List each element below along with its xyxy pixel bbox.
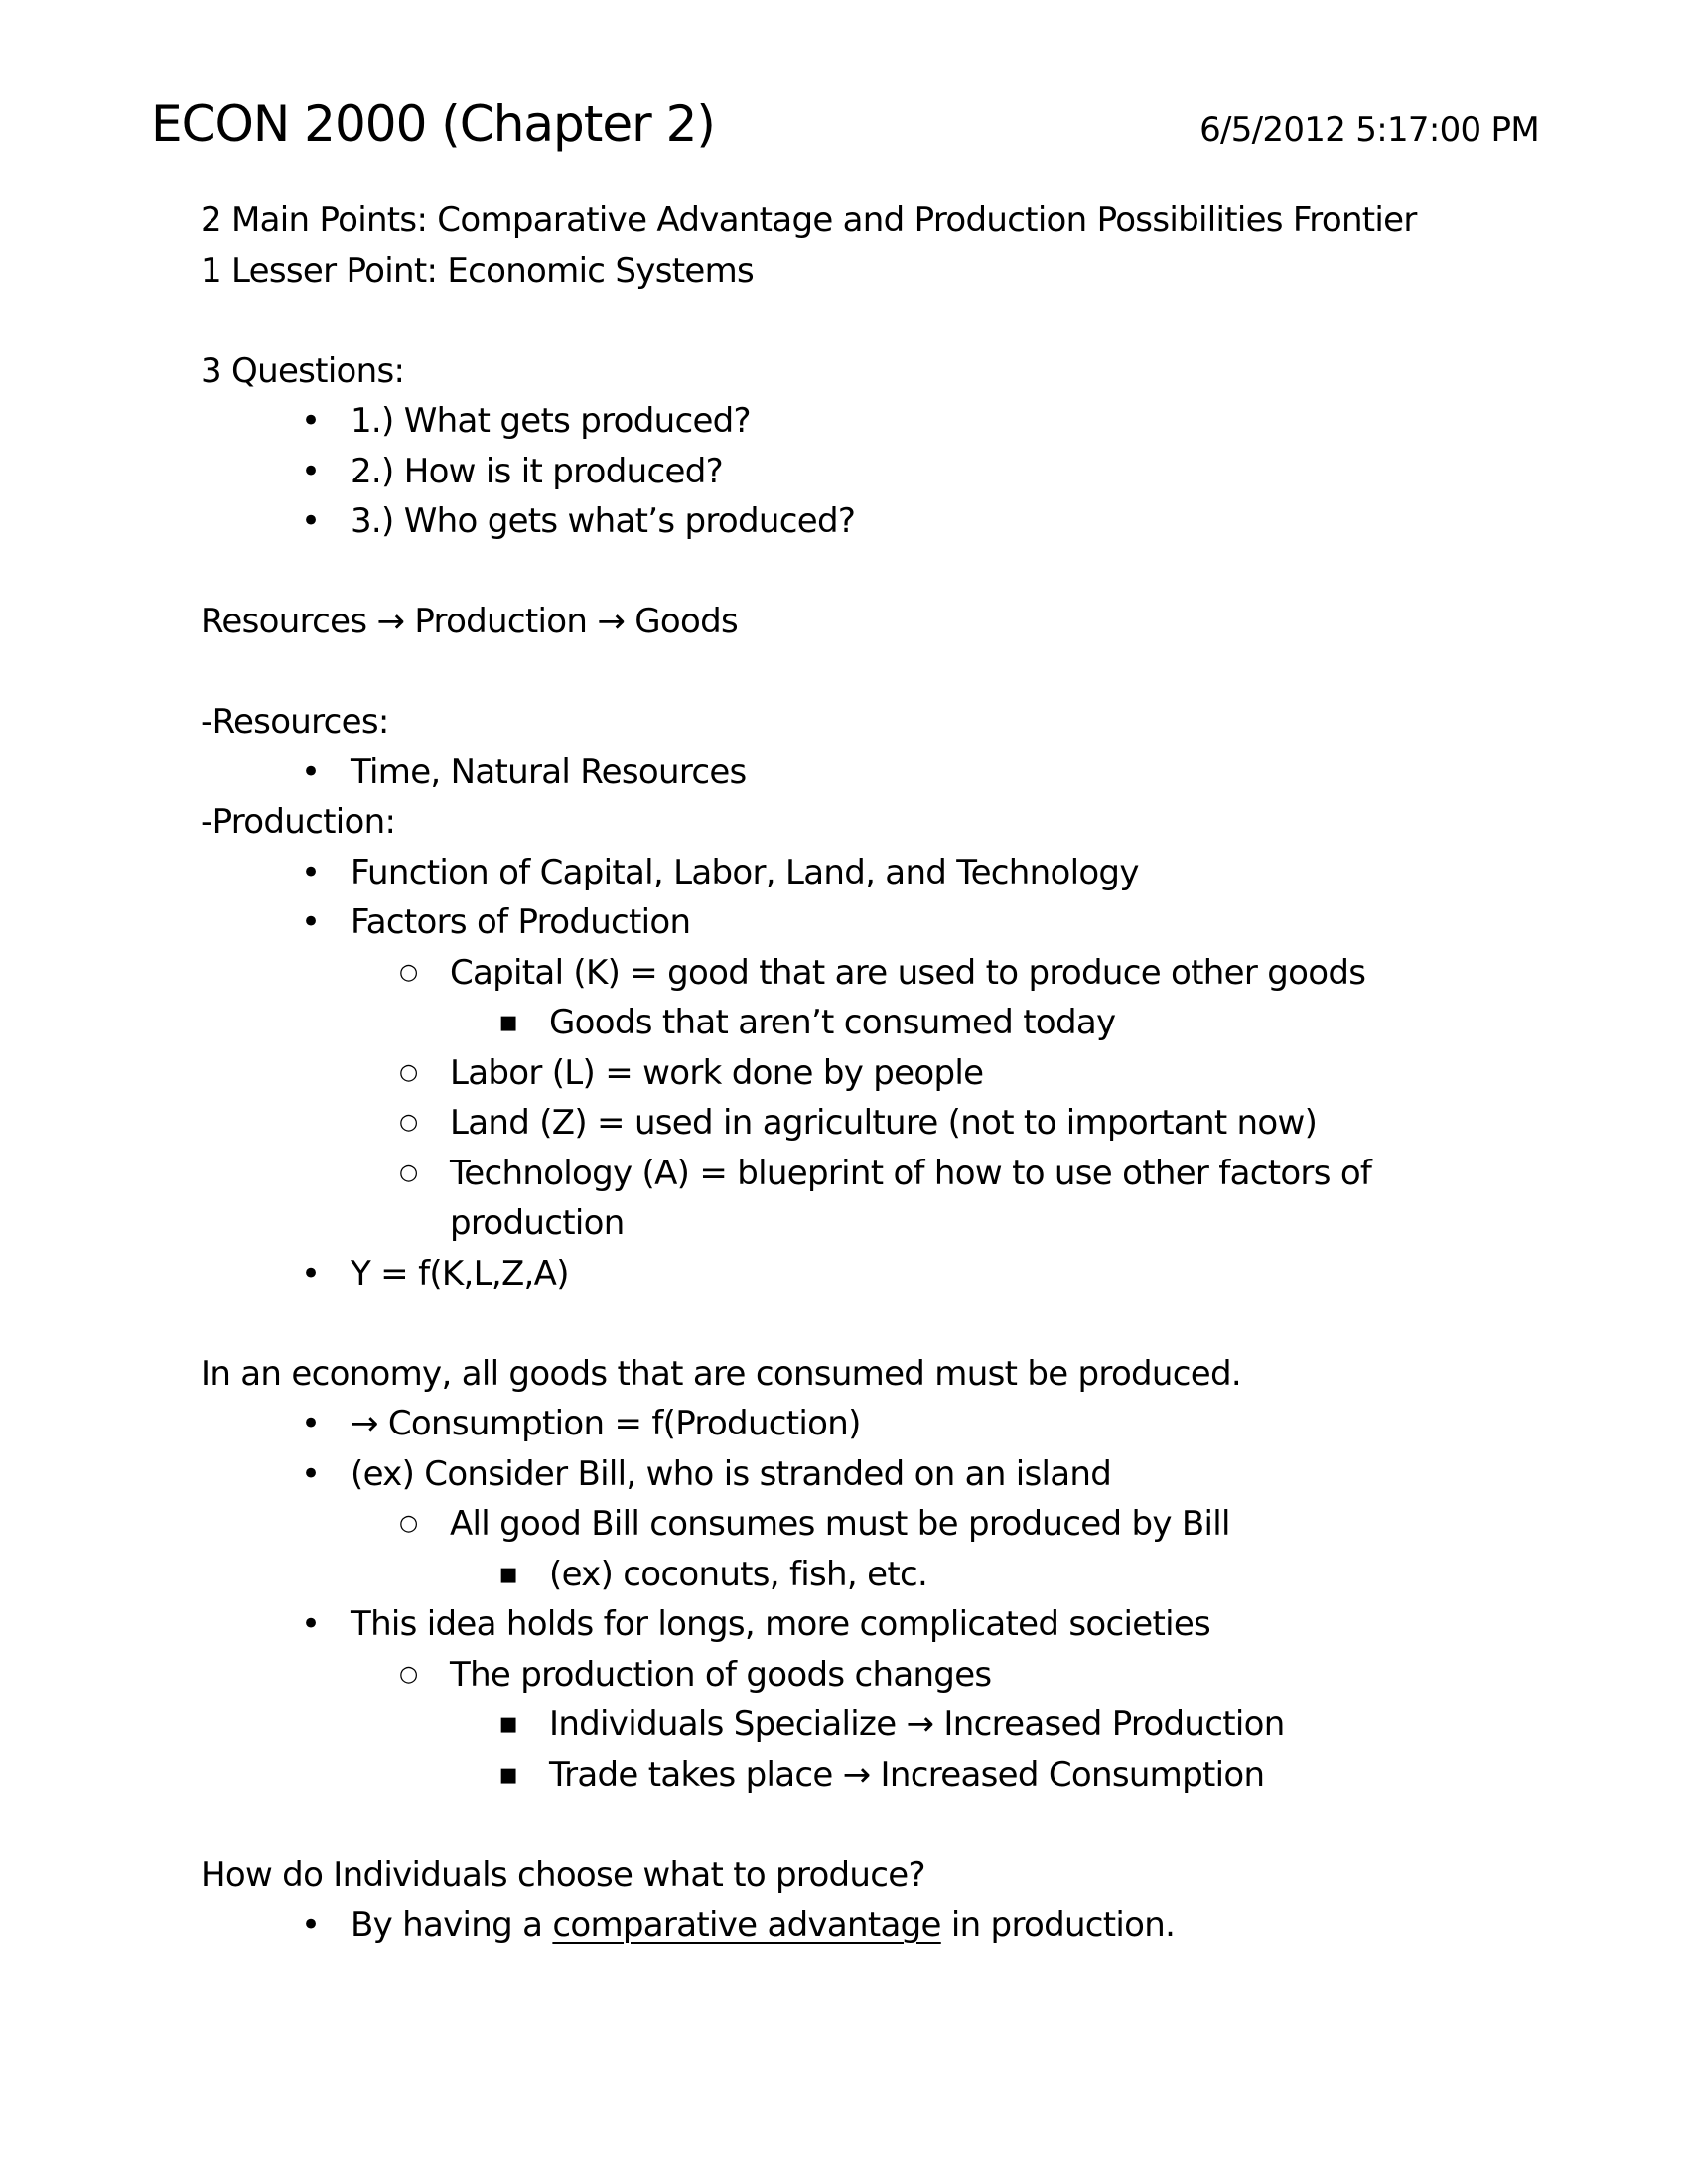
document-line bbox=[201, 1550, 1551, 1600]
document-line bbox=[201, 1900, 1551, 1951]
document-line bbox=[201, 1599, 1551, 1650]
document-line bbox=[201, 948, 1551, 999]
document-line bbox=[201, 597, 1551, 647]
document-line bbox=[201, 1850, 1551, 1901]
line-text: Y = f(K,L,Z,A) bbox=[351, 1253, 569, 1294]
circle-bullet-icon: ○ bbox=[399, 1110, 418, 1135]
line-text: Function of Capital, Labor, Land, and Technology bbox=[351, 852, 1139, 892]
document-line bbox=[201, 697, 1551, 748]
disc-bullet-icon: • bbox=[301, 401, 321, 441]
line-text: (ex) Consider Bill, who is stranded on an island bbox=[351, 1453, 1112, 1494]
line-text: By having a comparative advantage in production. bbox=[351, 1905, 1176, 1945]
line-text: Trade takes place → Increased Consumption bbox=[549, 1754, 1265, 1795]
document-line bbox=[201, 1700, 1551, 1750]
disc-bullet-icon: • bbox=[301, 1253, 321, 1294]
square-bullet-icon: ▪ bbox=[498, 1005, 518, 1039]
line-text: Resources → Production → Goods bbox=[201, 602, 738, 641]
line-text: Factors of Production bbox=[351, 902, 691, 942]
document-line bbox=[201, 1048, 1551, 1099]
line-text: 2 Main Points: Comparative Advantage and Production Possibilities Frontier bbox=[201, 201, 1417, 240]
document-timestamp: 6/5/2012 5:17:00 PM bbox=[1199, 110, 1539, 150]
circle-bullet-icon: ○ bbox=[399, 1160, 418, 1185]
document-line bbox=[201, 748, 1551, 798]
document-title: ECON 2000 (Chapter 2) bbox=[151, 95, 715, 153]
circle-bullet-icon: ○ bbox=[399, 959, 418, 985]
disc-bullet-icon: • bbox=[301, 1905, 321, 1945]
document-line bbox=[201, 1349, 1551, 1400]
line-text: (ex) coconuts, fish, etc. bbox=[549, 1554, 928, 1594]
circle-bullet-icon: ○ bbox=[399, 1511, 418, 1536]
line-text: Time, Natural Resources bbox=[351, 751, 747, 792]
document-lines bbox=[201, 196, 1551, 1951]
line-text: In an economy, all goods that are consumed must be produced. bbox=[201, 1353, 1241, 1394]
line-text: → Consumption = f(Production) bbox=[351, 1404, 861, 1443]
line-text: 3.) Who gets what’s produced? bbox=[351, 501, 856, 541]
document-line bbox=[201, 1249, 1551, 1299]
line-text: Goods that aren’t consumed today bbox=[549, 1003, 1116, 1042]
document-line bbox=[201, 1198, 1551, 1249]
line-text: Capital (K) = good that are used to produce other goods bbox=[450, 952, 1366, 993]
blank-line bbox=[201, 647, 1551, 698]
document-line bbox=[201, 897, 1551, 948]
document-line bbox=[201, 1750, 1551, 1801]
document-line bbox=[201, 196, 1551, 246]
line-text: Labor (L) = work done by people bbox=[450, 1052, 984, 1093]
line-text: Individuals Specialize → Increased Production bbox=[549, 1705, 1285, 1744]
document-line bbox=[201, 447, 1551, 497]
blank-line bbox=[201, 547, 1551, 598]
disc-bullet-icon: • bbox=[301, 1404, 321, 1443]
line-text: This idea holds for longs, more complicated societies bbox=[351, 1604, 1211, 1644]
blank-line bbox=[201, 1800, 1551, 1850]
circle-bullet-icon: ○ bbox=[399, 1059, 418, 1085]
disc-bullet-icon: • bbox=[301, 902, 321, 942]
document-header bbox=[151, 95, 1539, 153]
blank-line bbox=[201, 1298, 1551, 1349]
document-line bbox=[201, 346, 1551, 397]
line-text: production bbox=[450, 1203, 625, 1243]
document-line bbox=[201, 1149, 1551, 1199]
document-line bbox=[201, 246, 1551, 297]
line-text: Technology (A) = blueprint of how to use other factors of bbox=[450, 1153, 1372, 1193]
document-line bbox=[201, 1650, 1551, 1701]
line-text: 2.) How is it produced? bbox=[351, 451, 723, 491]
document-line bbox=[201, 998, 1551, 1048]
line-text: Land (Z) = used in agriculture (not to important now) bbox=[450, 1103, 1318, 1143]
document-line bbox=[201, 1499, 1551, 1550]
document-line bbox=[201, 848, 1551, 898]
document-line bbox=[201, 1449, 1551, 1500]
document-line bbox=[201, 396, 1551, 447]
line-text: -Production: bbox=[201, 802, 396, 842]
line-text: 3 Questions: bbox=[201, 350, 405, 391]
disc-bullet-icon: • bbox=[301, 1604, 321, 1644]
document-line bbox=[201, 496, 1551, 547]
line-text: -Resources: bbox=[201, 702, 389, 742]
disc-bullet-icon: • bbox=[301, 501, 321, 541]
document-line bbox=[201, 1098, 1551, 1149]
disc-bullet-icon: • bbox=[301, 451, 321, 491]
line-text: The production of goods changes bbox=[450, 1654, 992, 1695]
square-bullet-icon: ▪ bbox=[498, 1706, 518, 1741]
line-text: 1.) What gets produced? bbox=[351, 401, 751, 441]
square-bullet-icon: ▪ bbox=[498, 1556, 518, 1591]
line-text: All good Bill consumes must be produced by Bill bbox=[450, 1504, 1230, 1544]
line-text: How do Individuals choose what to produce? bbox=[201, 1854, 925, 1895]
circle-bullet-icon: ○ bbox=[399, 1661, 418, 1687]
disc-bullet-icon: • bbox=[301, 1453, 321, 1494]
document-line bbox=[201, 1399, 1551, 1449]
document-line bbox=[201, 797, 1551, 848]
square-bullet-icon: ▪ bbox=[498, 1756, 518, 1792]
blank-line bbox=[201, 296, 1551, 346]
disc-bullet-icon: • bbox=[301, 852, 321, 892]
line-text: 1 Lesser Point: Economic Systems bbox=[201, 250, 755, 291]
disc-bullet-icon: • bbox=[301, 751, 321, 792]
